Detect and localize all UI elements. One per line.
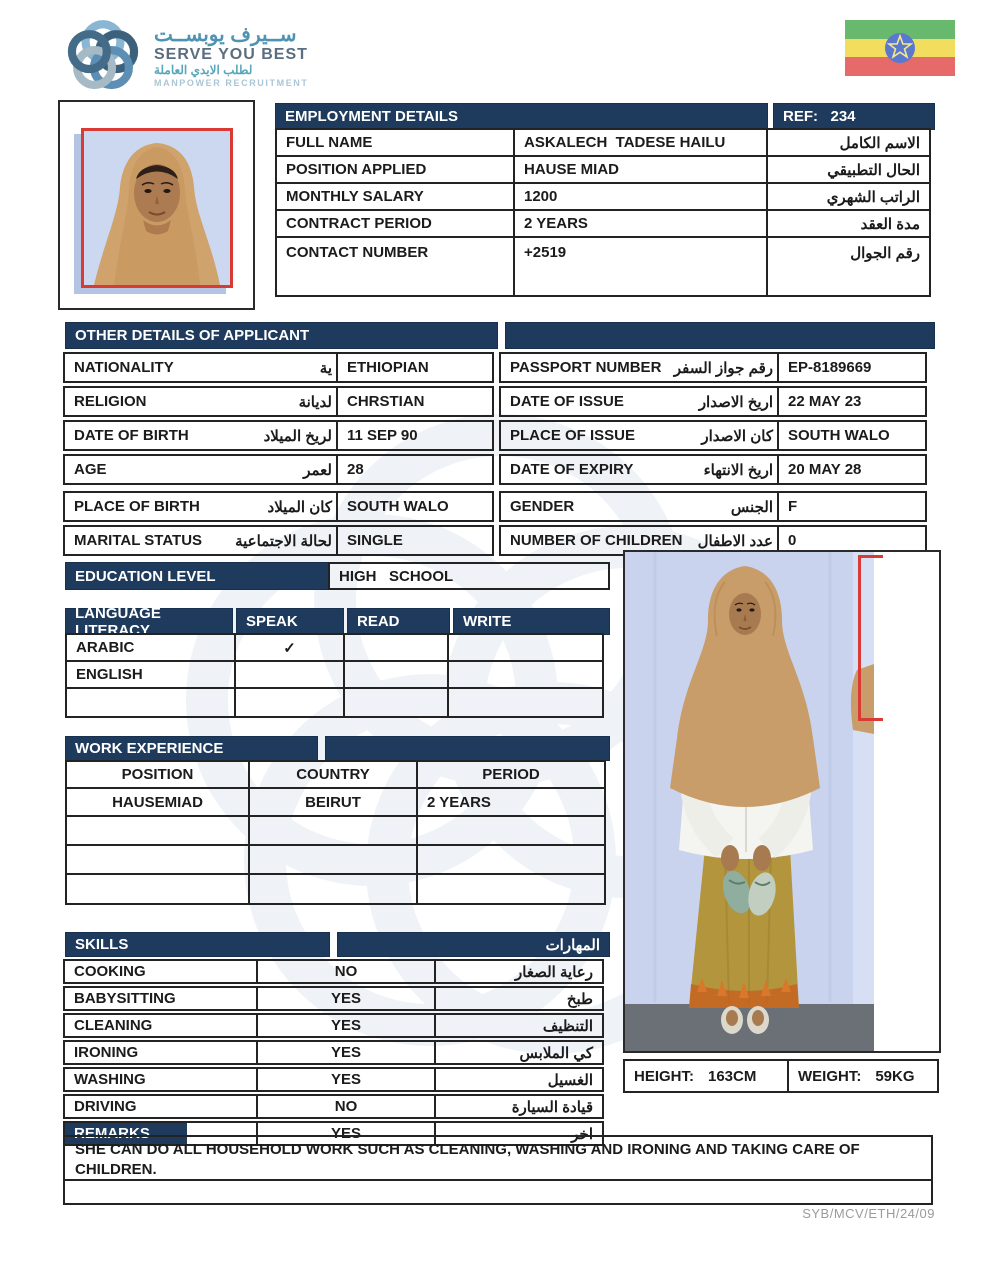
table-row: [275, 155, 935, 184]
language-literacy-table: [65, 604, 610, 718]
table-row: [65, 687, 610, 718]
field-label: DATE OF EXPIRY: [510, 461, 634, 478]
field-label-arabic: لريخ الميلاد: [263, 427, 332, 445]
field-label-arabic: كان الميلاد: [267, 498, 332, 516]
field-value: 28: [336, 454, 494, 485]
education-value: HIGH SCHOOL: [328, 562, 610, 590]
skill-name: BABYSITTING: [63, 986, 258, 1011]
table-row: [275, 236, 935, 297]
skill-value: YES: [256, 1040, 436, 1065]
field-label-arabic: رقم جواز السفر: [673, 359, 773, 377]
language-name: [65, 687, 236, 718]
table-row: [65, 787, 610, 817]
period-cell: [416, 873, 606, 905]
employment-header: EMPLOYMENT DETAILS: [275, 103, 768, 130]
table-row: [65, 1040, 610, 1065]
remarks-yes-cell: YES: [256, 1121, 436, 1146]
height-value: 163CM: [708, 1067, 757, 1085]
field-value: F: [777, 491, 927, 522]
field-label: CONTRACT PERIOD: [275, 209, 515, 238]
applicant-fullbody-photo: [625, 552, 874, 1051]
field-value: 2 YEARS: [513, 209, 768, 238]
write-header: WRITE: [453, 608, 610, 635]
field-label-arabic: الحال التطبيقي: [766, 155, 931, 184]
period-cell: [416, 844, 606, 875]
logo-subtitle: MANPOWER RECRUITMENT: [154, 77, 309, 88]
skills-header: SKILLS: [65, 932, 330, 957]
weight-label: WEIGHT:: [798, 1067, 862, 1085]
skill-name: DRIVING: [63, 1094, 258, 1119]
field-label-arabic: الجنس: [730, 498, 773, 516]
field-label: DATE OF BIRTH: [74, 427, 189, 444]
work-experience-table: [65, 736, 610, 905]
period-column-header: PERIOD: [416, 760, 606, 789]
field-label: NATIONALITY: [74, 359, 174, 376]
field-value: SOUTH WALO: [336, 491, 494, 522]
table-row: [65, 959, 610, 984]
skill-name: CLEANING: [63, 1013, 258, 1038]
field-label: POSITION APPLIED: [275, 155, 515, 184]
period-cell: [416, 815, 606, 846]
table-row: [65, 386, 935, 417]
field-label: PASSPORT NUMBER: [510, 359, 662, 376]
table-row: [275, 128, 935, 157]
field-label: MONTHLY SALARY: [275, 182, 515, 211]
other-details-header-extension: [505, 322, 935, 349]
physical-stats-table: [623, 1059, 941, 1093]
field-label: MARITAL STATUS: [74, 532, 203, 549]
field-value: SOUTH WALO: [777, 420, 927, 451]
agency-logo: [62, 12, 382, 100]
table-row: [65, 1067, 610, 1092]
field-label-arabic: الراتب الشهري: [766, 182, 931, 211]
remarks-arabic-cell: اخر: [434, 1121, 604, 1146]
speak-cell: [234, 660, 345, 689]
table-row: [65, 986, 610, 1011]
field-label: PLACE OF ISSUE: [510, 427, 636, 444]
work-experience-header: WORK EXPERIENCE: [65, 736, 318, 761]
period-cell: 2 YEARS: [416, 787, 606, 817]
field-label-arabic: ية: [319, 359, 332, 377]
speak-header: SPEAK: [236, 608, 344, 635]
table-row: [65, 815, 610, 846]
field-value: 11 SEP 90: [336, 420, 494, 451]
language-header: LANGUAGE LITERACY: [65, 608, 233, 635]
height-cell: [623, 1059, 789, 1093]
country-cell: BEIRUT: [248, 787, 418, 817]
position-cell: [65, 844, 250, 875]
education-level-row: [65, 562, 610, 590]
speak-checkmark-icon: ✓: [234, 633, 345, 662]
field-label: DATE OF ISSUE: [510, 393, 624, 410]
field-value: EP-8189669: [777, 352, 927, 383]
table-row: [65, 873, 610, 905]
field-value: +2519: [513, 236, 768, 297]
field-label: NUMBER OF CHILDREN: [510, 532, 683, 549]
applicant-headshot-photo: [81, 128, 233, 288]
position-cell: HAUSEMIAD: [65, 787, 250, 817]
table-row: [65, 1094, 610, 1119]
logo-arabic-subtitle: لطلب الايدي العاملة: [154, 63, 253, 78]
position-cell: [65, 873, 250, 905]
skill-name: WASHING: [63, 1067, 258, 1092]
table-row: [65, 660, 610, 689]
skill-arabic: رعاية الصغار: [434, 959, 604, 984]
field-label: PLACE OF BIRTH: [74, 498, 200, 515]
field-label: CONTACT NUMBER: [275, 236, 515, 297]
field-value: 1200: [513, 182, 768, 211]
write-cell: [447, 633, 604, 662]
speak-cell: [234, 687, 345, 718]
skills-table: [65, 932, 610, 1148]
document-reference-code: SYB/MCV/ETH/24/09: [802, 1206, 935, 1221]
skill-value: YES: [256, 1013, 436, 1038]
field-value: ASKALECH TADESE HAILU: [513, 128, 768, 157]
language-name: ARABIC: [65, 633, 236, 662]
red-crop-frame: [858, 555, 883, 721]
other-details-table: [65, 322, 935, 559]
field-value: 22 MAY 23: [777, 386, 927, 417]
logo-arabic-title: ســيرف يوبســت: [154, 24, 297, 47]
employment-table: [275, 103, 935, 297]
weight-cell: [787, 1059, 939, 1093]
language-name: ENGLISH: [65, 660, 236, 689]
field-label-arabic: لديانة: [298, 393, 332, 411]
skill-value: YES: [256, 986, 436, 1011]
field-label: GENDER: [510, 498, 575, 515]
field-value: ETHIOPIAN: [336, 352, 494, 383]
country-column-header: COUNTRY: [248, 760, 418, 789]
skill-value: NO: [256, 959, 436, 984]
field-value: HAUSE MIAD: [513, 155, 768, 184]
remarks-empty-row: [63, 1179, 933, 1205]
skill-arabic: الغسيل: [434, 1067, 604, 1092]
table-row: [65, 454, 935, 485]
table-header-row: [65, 760, 610, 789]
country-cell: [248, 844, 418, 875]
table-row: [65, 633, 610, 662]
skill-name: IRONING: [63, 1040, 258, 1065]
remarks-text: SHE CAN DO ALL HOUSEHOLD WORK SUCH AS CLEANING, WASHING AND IRONING AND TAKING CARE OF CHILDREN.: [63, 1135, 933, 1181]
field-label-arabic: اريخ الاصدار: [698, 393, 773, 411]
table-row: [65, 1013, 610, 1038]
field-value: CHRSTIAN: [336, 386, 494, 417]
work-experience-header-extension: [325, 736, 610, 761]
field-label-arabic: الاسم الكامل: [766, 128, 931, 157]
field-label-arabic: لحالة الاجتماعية: [235, 532, 332, 550]
table-row: [65, 352, 935, 383]
headshot-photo-box: [58, 100, 255, 310]
read-cell: [343, 687, 449, 718]
read-header: READ: [347, 608, 450, 635]
field-label-arabic: عدد الاطفال: [697, 532, 773, 550]
fullbody-photo-box: [623, 550, 941, 1053]
skill-value: YES: [256, 1067, 436, 1092]
logo-title: SERVE YOU BEST: [154, 46, 308, 64]
field-label-arabic: كان الاصدار: [701, 427, 773, 445]
remarks-section: [65, 1135, 935, 1205]
skill-name: COOKING: [63, 959, 258, 984]
education-label: EDUCATION LEVEL: [65, 562, 330, 590]
field-label-arabic: رقم الجوال: [766, 236, 931, 297]
field-value: 0: [777, 525, 927, 556]
write-cell: [447, 660, 604, 689]
field-label: FULL NAME: [275, 128, 515, 157]
skill-arabic: طبخ: [434, 986, 604, 1011]
skills-header-arabic: المهارات: [337, 932, 610, 957]
table-row: [275, 209, 935, 238]
field-label: RELIGION: [74, 393, 147, 410]
other-details-header: OTHER DETAILS OF APPLICANT: [65, 322, 498, 349]
ref-number: REF: 234: [773, 103, 935, 130]
field-label: AGE: [74, 461, 107, 478]
country-cell: [248, 815, 418, 846]
table-row: [275, 182, 935, 211]
table-row: [65, 844, 610, 875]
field-label-arabic: لعمر: [303, 461, 332, 479]
skill-arabic: قيادة السيارة: [434, 1094, 604, 1119]
country-cell: [248, 873, 418, 905]
read-cell: [343, 633, 449, 662]
skill-arabic: التنظيف: [434, 1013, 604, 1038]
field-label-arabic: اريخ الانتهاء: [703, 461, 773, 479]
field-value: SINGLE: [336, 525, 494, 556]
skill-arabic: كي الملابس: [434, 1040, 604, 1065]
table-row: [65, 491, 935, 522]
position-column-header: POSITION: [65, 760, 250, 789]
remarks-label: REMARKS: [65, 1123, 187, 1144]
ethiopia-flag-icon: [845, 20, 955, 76]
weight-value: 59KG: [875, 1067, 915, 1085]
height-label: HEIGHT:: [634, 1067, 694, 1085]
read-cell: [343, 660, 449, 689]
write-cell: [447, 687, 604, 718]
field-label-arabic: مدة العقد: [766, 209, 931, 238]
logo-knot-icon: [62, 15, 144, 97]
position-cell: [65, 815, 250, 846]
table-row: [65, 420, 935, 451]
skill-value: NO: [256, 1094, 436, 1119]
field-value: 20 MAY 28: [777, 454, 927, 485]
